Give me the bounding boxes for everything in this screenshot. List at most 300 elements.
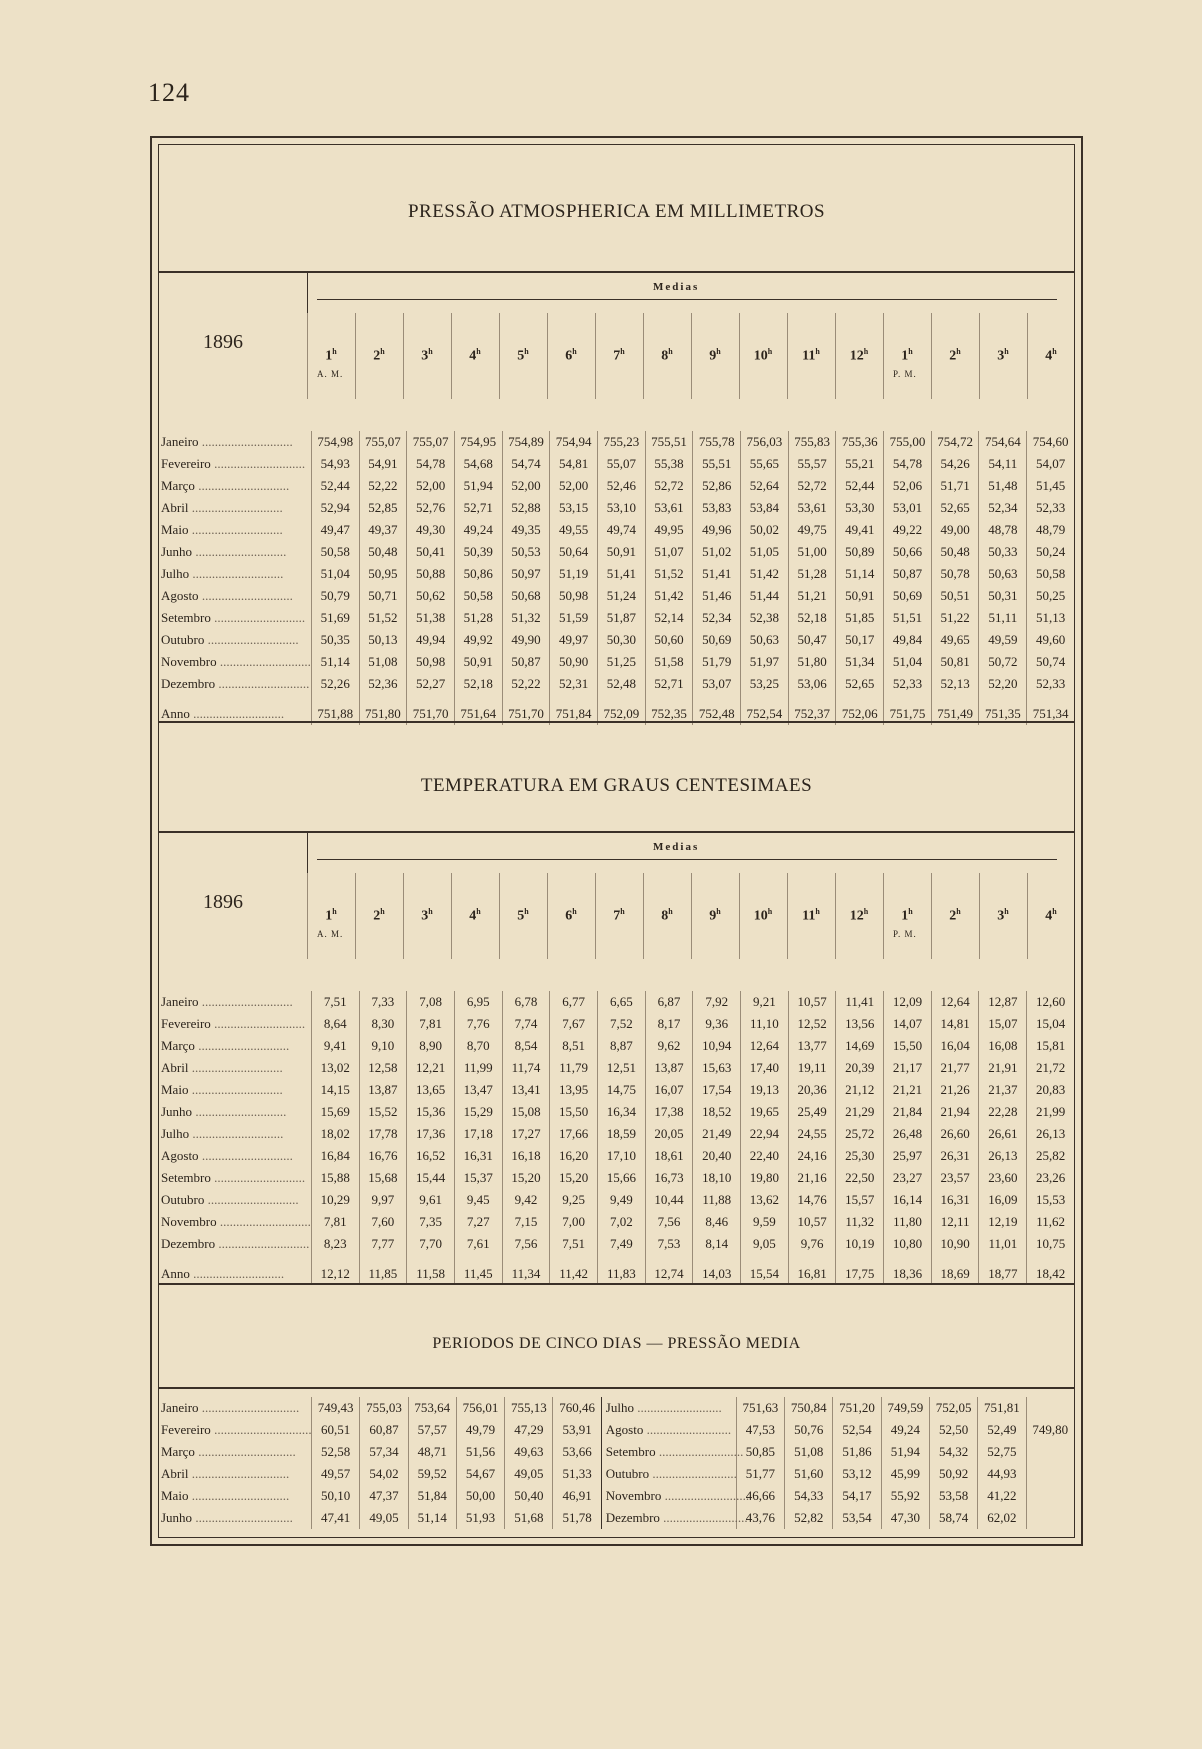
- table-row: [159, 991, 1074, 1013]
- value-cell: 52,00: [550, 475, 598, 497]
- value-cell: 11,32: [836, 1211, 884, 1233]
- value-cell: 50,69: [884, 585, 932, 607]
- pressure-hour-suffix-15: h: [1052, 347, 1057, 356]
- value-cell: 50,35: [311, 629, 359, 651]
- value-cell: 58,74: [929, 1507, 977, 1529]
- value-cell: 52,33: [1027, 673, 1074, 695]
- value-cell: 17,18: [454, 1123, 502, 1145]
- month-label: Anno: [161, 1266, 190, 1281]
- value-cell: 8,23: [311, 1233, 359, 1255]
- pressure-hour-5: [547, 347, 595, 365]
- value-cell: 11,58: [407, 1255, 455, 1285]
- value-cell: 14,76: [788, 1189, 836, 1211]
- value-cell: 11,85: [359, 1255, 407, 1285]
- dot-leader: ............................: [189, 1126, 284, 1141]
- dot-leader: ............................: [189, 706, 285, 721]
- value-cell: 57,34: [360, 1441, 408, 1463]
- value-cell: 54,67: [456, 1463, 504, 1485]
- value-cell: 51,60: [785, 1463, 833, 1485]
- pressure-title-rule: [159, 271, 1074, 273]
- temperature-hour-suffix-4: h: [524, 907, 529, 916]
- table-row: [159, 607, 1074, 629]
- temperature-am-label: A. M.: [317, 929, 344, 939]
- value-cell: 752,48: [693, 695, 741, 725]
- value-cell: 52,38: [741, 607, 789, 629]
- value-cell: 52,18: [454, 673, 502, 695]
- value-cell: 10,75: [1027, 1233, 1074, 1255]
- pressure-col-divider-2: [403, 313, 404, 399]
- value-cell: 52,18: [788, 607, 836, 629]
- value-cell: 12,64: [741, 1035, 789, 1057]
- pressure-hour-label-10: 11: [802, 348, 816, 364]
- value-cell: 50,90: [550, 651, 598, 673]
- pressure-hour-7: [643, 347, 691, 365]
- table-row: [159, 1035, 1074, 1057]
- temperature-hour-4: [499, 907, 547, 925]
- value-cell: 13,87: [359, 1079, 407, 1101]
- value-cell: 751,70: [502, 695, 550, 725]
- table-row: [159, 1167, 1074, 1189]
- value-cell: 50,91: [597, 541, 645, 563]
- value-cell: 8,30: [359, 1013, 407, 1035]
- value-cell: 51,94: [881, 1441, 929, 1463]
- month-label: Maio: [161, 522, 189, 537]
- value-cell: 22,28: [979, 1101, 1027, 1123]
- value-cell: 55,92: [881, 1485, 929, 1507]
- temperature-col-divider-12: [883, 873, 884, 959]
- value-cell: 51,08: [785, 1441, 833, 1463]
- value-cell: 51,41: [693, 563, 741, 585]
- value-cell: 51,94: [454, 475, 502, 497]
- value-cell: 52,72: [645, 475, 693, 497]
- value-cell: 48,71: [408, 1441, 456, 1463]
- month-cell: [159, 563, 311, 585]
- value-cell: 53,61: [645, 497, 693, 519]
- value-cell: 54,32: [929, 1441, 977, 1463]
- value-cell: 16,31: [931, 1189, 979, 1211]
- value-cell: 20,40: [693, 1145, 741, 1167]
- month-cell: [159, 1419, 312, 1441]
- dot-leader: ..............................: [192, 1510, 293, 1525]
- value-cell: 754,95: [454, 431, 502, 453]
- value-cell: 49,94: [407, 629, 455, 651]
- pressure-hour-suffix-9: h: [767, 347, 773, 356]
- value-cell: 16,14: [884, 1189, 932, 1211]
- dot-leader: ..........................: [655, 1444, 744, 1459]
- month-label: Janeiro: [161, 434, 199, 449]
- month-cell: [159, 629, 311, 651]
- value-cell: 53,66: [553, 1441, 601, 1463]
- table-row: [159, 563, 1074, 585]
- value-cell: 11,83: [597, 1255, 645, 1285]
- month-cell: [159, 607, 311, 629]
- value-cell: 17,75: [836, 1255, 884, 1285]
- dot-leader: ..........................: [659, 1510, 748, 1525]
- pressure-hour-label-9: 10: [753, 348, 768, 364]
- value-cell: 9,49: [597, 1189, 645, 1211]
- dot-leader: ............................: [192, 544, 287, 559]
- value-cell: 54,07: [1027, 453, 1074, 475]
- value-cell: 12,58: [359, 1057, 407, 1079]
- value-cell: 751,80: [359, 695, 407, 725]
- pressure-hour-label-5: 6: [565, 348, 573, 364]
- value-cell: 55,38: [645, 453, 693, 475]
- value-cell: 51,68: [505, 1507, 553, 1529]
- dot-leader: ............................: [188, 522, 283, 537]
- value-cell: 51,24: [597, 585, 645, 607]
- pressure-col-divider-3: [451, 313, 452, 399]
- temperature-hour-label-8: 9: [709, 908, 717, 924]
- value-cell: 50,71: [359, 585, 407, 607]
- table-row: [159, 453, 1074, 475]
- value-cell: 54,78: [884, 453, 932, 475]
- value-cell: 8,90: [407, 1035, 455, 1057]
- value-cell: 749,43: [312, 1397, 360, 1419]
- temperature-col-divider-13: [931, 873, 932, 959]
- dot-leader: ............................: [194, 1038, 290, 1053]
- value-cell: 11,88: [693, 1189, 741, 1211]
- value-cell: 20,05: [645, 1123, 693, 1145]
- temperature-hour-label-4: 5: [517, 908, 525, 924]
- value-cell: 16,09: [979, 1189, 1027, 1211]
- value-cell: 751,35: [979, 695, 1027, 725]
- value-cell: 52,65: [836, 673, 884, 695]
- dot-leader: ............................: [198, 434, 293, 449]
- table-row: [159, 1123, 1074, 1145]
- value-cell: 51,85: [836, 607, 884, 629]
- value-cell: 53,61: [788, 497, 836, 519]
- value-cell: 24,16: [788, 1145, 836, 1167]
- value-cell: 50,76: [785, 1419, 833, 1441]
- value-cell: 50,86: [454, 563, 502, 585]
- pressure-hour-suffix-6: h: [620, 347, 625, 356]
- value-cell: 11,80: [884, 1211, 932, 1233]
- value-cell: 755,07: [359, 431, 407, 453]
- value-cell: 754,89: [502, 431, 550, 453]
- value-cell: 16,81: [788, 1255, 836, 1285]
- temperature-hour-7: [643, 907, 691, 925]
- month-cell: [159, 1035, 311, 1057]
- pressure-col-divider-14: [979, 313, 980, 399]
- value-cell: 7,15: [502, 1211, 550, 1233]
- value-cell: 51,84: [408, 1485, 456, 1507]
- month-label: Março: [161, 1444, 195, 1459]
- month-cell: [159, 1397, 312, 1419]
- value-cell: 15,20: [550, 1167, 598, 1189]
- value-cell: 51,52: [359, 607, 407, 629]
- value-cell: 14,81: [931, 1013, 979, 1035]
- value-cell: 25,72: [836, 1123, 884, 1145]
- value-cell: 53,30: [836, 497, 884, 519]
- value-cell: 49,84: [884, 629, 932, 651]
- table-row: [159, 1507, 1074, 1529]
- value-cell: 50,91: [836, 585, 884, 607]
- value-cell: 9,61: [407, 1189, 455, 1211]
- value-cell: 755,83: [788, 431, 836, 453]
- temperature-hour-8: [691, 907, 739, 925]
- value-cell: 52,48: [597, 673, 645, 695]
- value-cell: 23,57: [931, 1167, 979, 1189]
- value-cell: 49,00: [931, 519, 979, 541]
- temperature-hour-15: [1027, 907, 1075, 925]
- value-cell: 15,57: [836, 1189, 884, 1211]
- value-cell: 10,90: [931, 1233, 979, 1255]
- value-cell: 54,81: [550, 453, 598, 475]
- value-cell: 15,63: [693, 1057, 741, 1079]
- pressure-hour-12: [883, 347, 931, 365]
- value-cell: 26,61: [979, 1123, 1027, 1145]
- value-cell: 10,19: [836, 1233, 884, 1255]
- temperature-hour-5: [547, 907, 595, 925]
- pressure-col-divider-5: [547, 313, 548, 399]
- pressure-col-divider-10: [787, 313, 788, 399]
- value-cell: 17,78: [359, 1123, 407, 1145]
- dot-leader: ..........................: [661, 1488, 750, 1503]
- value-cell: 11,62: [1027, 1211, 1074, 1233]
- pressure-hour-11: [835, 347, 883, 365]
- value-cell: 754,60: [1027, 431, 1074, 453]
- month-cell: [159, 673, 311, 695]
- pressure-hour-suffix-0: h: [332, 347, 337, 356]
- value-cell: 44,93: [978, 1463, 1026, 1485]
- temperature-hour-1: [355, 907, 403, 925]
- value-cell: 49,30: [407, 519, 455, 541]
- value-cell: 50,13: [359, 629, 407, 651]
- value-cell: 16,07: [645, 1079, 693, 1101]
- pressure-hour-label-14: 3: [997, 348, 1005, 364]
- month-cell: [159, 991, 311, 1013]
- value-cell: 60,87: [360, 1419, 408, 1441]
- value-cell: 10,80: [884, 1233, 932, 1255]
- temperature-hour-label-12: 1: [901, 908, 909, 924]
- dot-leader: ..............................: [198, 1400, 300, 1415]
- value-cell: 51,07: [645, 541, 693, 563]
- value-cell: 7,08: [407, 991, 455, 1013]
- pressure-hour-label-0: 1: [325, 348, 333, 364]
- value-cell: 52,72: [788, 475, 836, 497]
- pressure-hour-2: [403, 347, 451, 365]
- value-cell: 52,34: [693, 607, 741, 629]
- value-cell: 23,26: [1027, 1167, 1074, 1189]
- value-cell: 51,28: [788, 563, 836, 585]
- month-cell: [159, 1167, 311, 1189]
- value-cell: 13,77: [788, 1035, 836, 1057]
- month-label: Outubro: [161, 1192, 205, 1207]
- value-cell: 21,77: [931, 1057, 979, 1079]
- value-cell: 9,97: [359, 1189, 407, 1211]
- temperature-col-divider-9: [739, 873, 740, 959]
- value-cell: 9,45: [454, 1189, 502, 1211]
- table-frame: [158, 144, 1075, 1538]
- value-cell: 50,95: [359, 563, 407, 585]
- value-cell: 48,78: [979, 519, 1027, 541]
- value-cell: 11,99: [454, 1057, 502, 1079]
- value-cell: 8,64: [311, 1013, 359, 1035]
- value-cell: 12,52: [788, 1013, 836, 1035]
- value-cell: 49,57: [312, 1463, 360, 1485]
- value-cell: 14,03: [693, 1255, 741, 1285]
- month-label: Dezembro: [161, 676, 216, 691]
- value-cell: 47,29: [505, 1419, 553, 1441]
- value-cell: 51,25: [597, 651, 645, 673]
- value-cell: 16,52: [407, 1145, 455, 1167]
- month-cell: [159, 1101, 311, 1123]
- table-row: [159, 431, 1074, 453]
- value-cell: 7,76: [454, 1013, 502, 1035]
- value-cell: 13,02: [311, 1057, 359, 1079]
- value-cell: 52,94: [311, 497, 359, 519]
- pressure-hour-label-2: 3: [421, 348, 429, 364]
- value-cell: 49,59: [979, 629, 1027, 651]
- value-cell: 8,46: [693, 1211, 741, 1233]
- temperature-hour-2: [403, 907, 451, 925]
- pressure-hour-8: [691, 347, 739, 365]
- value-cell: 7,61: [454, 1233, 502, 1255]
- value-cell: 8,17: [645, 1013, 693, 1035]
- pressure-col-divider-11: [835, 313, 836, 399]
- pressure-hour-label-15: 4: [1045, 348, 1053, 364]
- value-cell: 754,72: [931, 431, 979, 453]
- month-label: Julho: [605, 1400, 634, 1415]
- value-cell: 18,42: [1027, 1255, 1074, 1285]
- pressure-hour-suffix-13: h: [956, 347, 961, 356]
- value-cell: 7,51: [550, 1233, 598, 1255]
- pressure-pm-label: P. M.: [893, 369, 917, 379]
- value-cell: 15,04: [1027, 1013, 1074, 1035]
- value-cell: 51,86: [833, 1441, 881, 1463]
- pressure-col-divider-15: [1027, 313, 1028, 399]
- month-label: Agosto: [161, 588, 199, 603]
- table-row: [159, 1463, 1074, 1485]
- value-cell: 15,52: [359, 1101, 407, 1123]
- month-label: Fevereiro: [161, 1016, 211, 1031]
- month-label: Março: [161, 478, 195, 493]
- month-cell: [159, 541, 311, 563]
- value-cell: 9,05: [741, 1233, 789, 1255]
- value-cell: 751,34: [1027, 695, 1074, 725]
- value-cell: 54,74: [502, 453, 550, 475]
- value-cell: 8,14: [693, 1233, 741, 1255]
- value-cell: 51,08: [359, 651, 407, 673]
- value-cell: 755,07: [407, 431, 455, 453]
- value-cell: 51,21: [788, 585, 836, 607]
- value-cell: 16,18: [502, 1145, 550, 1167]
- value-cell: 51,93: [456, 1507, 504, 1529]
- value-cell: 49,65: [931, 629, 979, 651]
- value-cell: 11,45: [454, 1255, 502, 1285]
- value-cell: 49,90: [502, 629, 550, 651]
- value-cell: 18,10: [693, 1167, 741, 1189]
- value-cell: 50,68: [502, 585, 550, 607]
- value-cell: 52,44: [311, 475, 359, 497]
- value-cell: 53,01: [884, 497, 932, 519]
- pressure-hour-suffix-1: h: [380, 347, 385, 356]
- value-cell: 55,57: [788, 453, 836, 475]
- table-row: [159, 673, 1074, 695]
- value-cell: 51,52: [645, 563, 693, 585]
- value-cell: 13,65: [407, 1079, 455, 1101]
- value-cell: 7,56: [645, 1211, 693, 1233]
- value-cell: 50,97: [502, 563, 550, 585]
- value-cell: 54,02: [360, 1463, 408, 1485]
- month-label: Junho: [161, 544, 193, 559]
- value-cell: 52,27: [407, 673, 455, 695]
- value-cell: 51,77: [736, 1463, 784, 1485]
- value-cell: 7,81: [407, 1013, 455, 1035]
- month-cell: [601, 1485, 750, 1507]
- pressure-hour-label-7: 8: [661, 348, 669, 364]
- value-cell: 50,58: [311, 541, 359, 563]
- value-cell: 752,54: [741, 695, 789, 725]
- value-cell: 755,13: [505, 1397, 553, 1419]
- value-cell: 12,51: [597, 1057, 645, 1079]
- value-cell: 13,87: [645, 1057, 693, 1079]
- value-cell: 7,51: [311, 991, 359, 1013]
- value-cell: 754,64: [979, 431, 1027, 453]
- dot-leader: ..........................: [633, 1400, 722, 1415]
- value-cell: 52,00: [407, 475, 455, 497]
- value-cell: 22,50: [836, 1167, 884, 1189]
- pressure-col-divider-9: [739, 313, 740, 399]
- value-cell: 49,41: [836, 519, 884, 541]
- dot-leader: ..............................: [194, 1444, 296, 1459]
- value-cell: 51,44: [741, 585, 789, 607]
- month-cell: [159, 519, 311, 541]
- value-cell: 50,72: [979, 651, 1027, 673]
- value-cell: 755,03: [360, 1397, 408, 1419]
- table-row: [159, 1397, 1074, 1419]
- month-label: Anno: [161, 706, 190, 721]
- dot-leader: ............................: [215, 1236, 310, 1251]
- value-cell: 49,63: [505, 1441, 553, 1463]
- value-cell: 50,47: [788, 629, 836, 651]
- value-cell: 756,01: [456, 1397, 504, 1419]
- value-cell: 751,49: [931, 695, 979, 725]
- temperature-hour-label-6: 7: [613, 908, 621, 924]
- month-cell: [601, 1419, 736, 1441]
- value-cell: 11,34: [502, 1255, 550, 1285]
- value-cell: 16,73: [645, 1167, 693, 1189]
- month-label: Junho: [161, 1104, 193, 1119]
- value-cell: 52,13: [931, 673, 979, 695]
- value-cell: 7,70: [407, 1233, 455, 1255]
- value-cell: 11,01: [979, 1233, 1027, 1255]
- value-cell: 54,78: [407, 453, 455, 475]
- value-cell: 50,31: [979, 585, 1027, 607]
- dot-leader: ............................: [216, 1214, 311, 1229]
- month-label: Julho: [161, 1126, 190, 1141]
- value-cell: 752,06: [836, 695, 884, 725]
- value-cell: 7,00: [550, 1211, 598, 1233]
- value-cell: 47,30: [881, 1507, 929, 1529]
- value-cell: 50,69: [693, 629, 741, 651]
- value-cell: 50,92: [929, 1463, 977, 1485]
- value-cell: 45,99: [881, 1463, 929, 1485]
- temperature-hour-suffix-10: h: [815, 907, 820, 916]
- pressure-col-divider-12: [883, 313, 884, 399]
- value-cell: [1026, 1463, 1074, 1485]
- pressure-hour-suffix-5: h: [572, 347, 577, 356]
- value-cell: 57,57: [408, 1419, 456, 1441]
- value-cell: 6,78: [502, 991, 550, 1013]
- temperature-hour-label-13: 2: [949, 908, 957, 924]
- temperature-medias-rule: [317, 859, 1057, 860]
- value-cell: 50,40: [505, 1485, 553, 1507]
- value-cell: 50,87: [502, 651, 550, 673]
- pressure-hour-suffix-8: h: [716, 347, 721, 356]
- value-cell: 51,51: [884, 607, 932, 629]
- value-cell: 21,99: [1027, 1101, 1074, 1123]
